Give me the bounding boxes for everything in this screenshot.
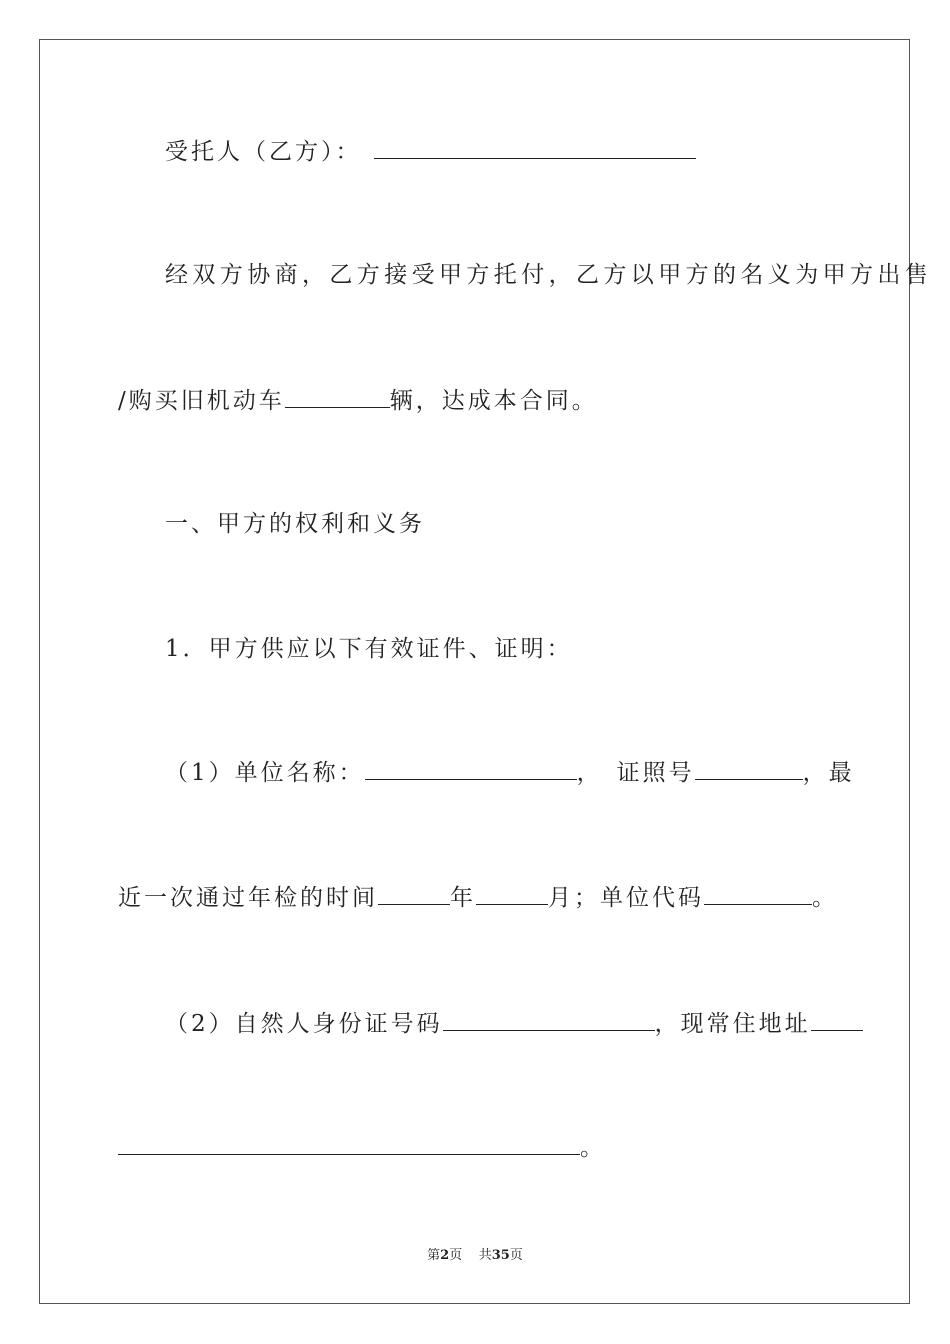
trustee-line [165,137,696,167]
footer-page-number: 2 [440,1248,450,1263]
address-end: 。 [580,1135,606,1161]
inspection-label: 近一次通过年检的时间 [118,885,378,911]
item-1-line [165,634,573,664]
section-heading [165,509,425,539]
trustee-label: 受托人（乙方）： [165,139,362,165]
unit-name-line [165,758,855,788]
page-footer [0,1247,950,1265]
unit-code-label: 月；单位代码 [548,885,704,911]
agreement-text-2b: 辆，达成本合同。 [389,388,598,414]
year-label: 年 [450,885,476,911]
unit-name-blank [365,759,577,780]
license-no-label: 证照号 [616,760,695,786]
id-number-line [165,1009,863,1039]
inspection-end: 。 [812,885,838,911]
vehicle-count-blank [285,387,390,408]
section-heading-text: 一、甲方的权利和义务 [165,511,425,537]
inspection-month-blank [476,884,548,905]
unit-name-comma: ， [576,760,603,786]
address-line [118,1133,606,1163]
agreement-line-1 [165,260,932,290]
unit-name-tail: ，最 [802,760,855,786]
trustee-blank [374,138,696,159]
id-number-blank [443,1010,655,1031]
id-number-label: （2）自然人身份证号码 [165,1011,443,1037]
footer-total-prefix: 共 [478,1248,492,1263]
footer-total-suffix: 页 [509,1248,523,1263]
footer-total-pages: 35 [491,1248,510,1263]
inspection-year-blank [378,884,450,905]
inspection-line [118,883,838,913]
unit-name-label: （1）单位名称： [165,760,365,786]
license-no-blank [695,759,803,780]
agreement-text-2a: /购买旧机动车 [118,388,285,414]
footer-page-suffix: 页 [449,1248,463,1263]
address-label: ，现常住地址 [654,1011,811,1037]
item-1-text: 1．甲方供应以下有效证件、证明： [165,636,573,662]
agreement-line-2 [118,386,598,416]
page-border [39,39,910,1304]
footer-prefix: 第 [427,1248,441,1263]
unit-code-blank [704,884,812,905]
agreement-text-1: 经双方协商，乙方接受甲方托付，乙方以甲方的名义为甲方出售 [165,262,933,288]
address-blank [118,1134,580,1155]
address-blank-start [811,1010,863,1031]
